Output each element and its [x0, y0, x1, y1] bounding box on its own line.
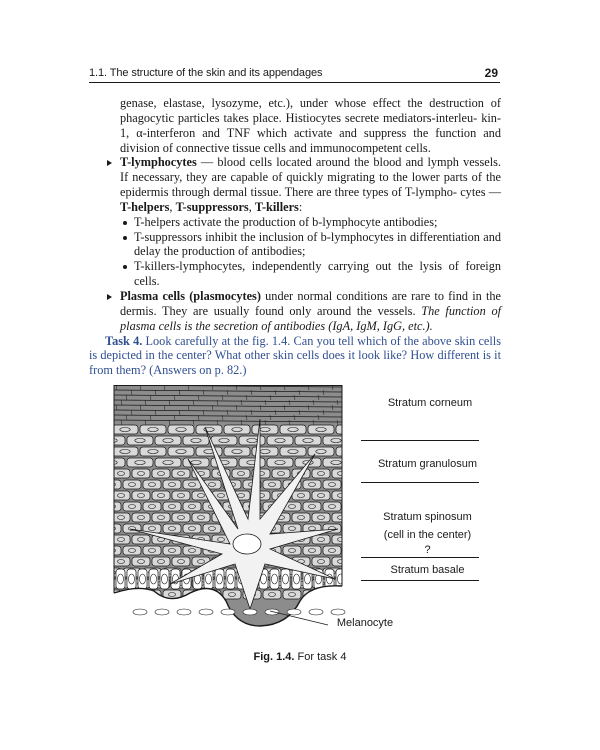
divider-line	[361, 440, 479, 441]
term: T-lymphocytes	[120, 155, 197, 170]
epidermal-cell	[123, 502, 141, 511]
epidermal-cell	[143, 546, 161, 555]
dermal-fibroblast	[265, 609, 279, 615]
epidermal-cell	[303, 480, 321, 489]
epidermal-cell	[132, 557, 150, 566]
text-line: — blood cells located around the blood and lymph vessels.	[196, 155, 501, 170]
text-line: under normal conditions are rare to find in the	[260, 288, 502, 303]
t-lymphocytes-item	[89, 155, 501, 214]
epidermal-cell	[303, 546, 321, 555]
epidermal-cell	[112, 513, 130, 522]
epidermal-cell	[143, 480, 161, 489]
epidermal-cell	[132, 513, 150, 522]
epidermal-cell	[127, 436, 153, 445]
label-stratum-basale: Stratum basale	[390, 564, 465, 576]
epidermal-cell	[312, 513, 330, 522]
epidermal-cell	[168, 447, 194, 456]
epidermal-cell	[272, 469, 290, 478]
epidermal-cell	[152, 513, 170, 522]
text-line: and division of connective tissue cells and immunocompetent cells.	[120, 125, 501, 155]
label-question-mark: ?	[424, 544, 431, 556]
epidermal-cell	[183, 480, 201, 489]
epidermal-cell	[211, 458, 237, 467]
tissue-top-edge	[114, 385, 342, 386]
epidermal-cell	[323, 502, 341, 511]
epidermal-cell	[163, 524, 181, 533]
epidermal-cell	[192, 513, 210, 522]
epidermal-cell	[267, 436, 293, 445]
term: Plasma cells (plasmocytes)	[120, 288, 261, 303]
epidermal-cell	[132, 535, 150, 544]
label-melanocyte: Melanocyte	[336, 617, 394, 629]
text-line: and delay the production of antibodies;	[134, 229, 502, 259]
epidermal-cell	[283, 590, 301, 599]
epidermal-cell	[211, 436, 237, 445]
task-label: Task 4.	[105, 333, 143, 348]
text-line: cells is depicted in the center? What other skin cells does it look like? How	[89, 333, 501, 363]
label-stratum-spinosum: Stratum spinosum	[383, 511, 472, 523]
dermal-fibroblast	[221, 609, 235, 615]
text-line: cells.	[134, 274, 160, 289]
epidermal-cell	[140, 425, 166, 434]
epidermal-cell	[123, 480, 141, 489]
epidermal-cell	[112, 491, 130, 500]
sub-list-item	[89, 259, 501, 289]
text-line: phagocytic particles takes place. Histiocytes secrete mediators-interleu-	[120, 110, 478, 125]
epidermal-cell	[292, 513, 310, 522]
epidermal-cell	[252, 425, 278, 434]
epidermal-cell	[163, 502, 181, 511]
epidermal-cell	[112, 469, 130, 478]
caption-label: Fig. 1.4.	[253, 651, 295, 663]
text-line: T-suppressors inhibit the inclusion of b-lymphocytes in differentiation	[134, 229, 480, 244]
epidermal-cell	[172, 513, 190, 522]
epidermal-cell	[183, 524, 201, 533]
caption-text: For task 4	[294, 651, 347, 663]
plasma-cells-item	[89, 289, 501, 334]
text-line: T-killers-lymphocytes, independently carrying out the lysis of foreign	[134, 259, 501, 274]
section-title: 1.1. The structure of the skin and its appendages	[89, 67, 323, 79]
epidermal-cell	[283, 546, 301, 555]
epidermal-cell	[127, 458, 153, 467]
epidermal-cell	[312, 469, 330, 478]
separator: ,	[248, 199, 255, 214]
epidermal-cell	[263, 590, 281, 599]
epidermal-cell	[308, 447, 334, 456]
epidermal-cell	[295, 436, 321, 445]
epidermal-cell	[163, 480, 181, 489]
dermal-fibroblast	[177, 609, 191, 615]
separator: :	[298, 199, 303, 214]
epidermal-cell	[308, 425, 334, 434]
epidermal-cell	[196, 425, 222, 434]
text-line: different is it from them? (Answers on p. 82.)	[89, 348, 501, 378]
label-cell-in-center: (cell in the center)	[383, 529, 472, 541]
epidermal-cell	[172, 491, 190, 500]
sub-list-item	[89, 215, 501, 230]
italic-text: The function of	[421, 303, 502, 318]
dermal-fibroblast	[331, 609, 345, 615]
divider-line	[361, 482, 479, 483]
epidermal-cell	[239, 436, 265, 445]
term: T-suppressors	[175, 199, 249, 214]
dermal-fibroblast	[199, 609, 213, 615]
text-line: If necessary, they are capable of quickly migrating to the lower parts of	[120, 170, 482, 185]
epidermal-cell	[172, 469, 190, 478]
label-stratum-corneum: Stratum corneum	[387, 397, 473, 409]
epidermal-cell	[163, 546, 181, 555]
label-stratum-granulosum: Stratum granulosum	[377, 458, 478, 470]
dermal-fibroblast	[155, 609, 169, 615]
epidermal-cell	[312, 557, 330, 566]
body-text	[89, 96, 501, 378]
text-line: cytes —	[460, 185, 501, 200]
epidermal-cell	[224, 447, 250, 456]
epidermal-cell	[224, 425, 250, 434]
figure-1-4	[110, 379, 520, 649]
epidermal-cell	[323, 480, 341, 489]
epidermal-cell	[123, 546, 141, 555]
term: T-helpers	[120, 199, 170, 214]
epidermal-cell	[203, 524, 221, 533]
epidermal-cell	[303, 502, 321, 511]
epidermal-cell	[132, 469, 150, 478]
epidermal-cell	[312, 491, 330, 500]
task-4-paragraph	[89, 334, 501, 379]
italic-text: plasma cells is the secretion of antibodies (IgA, IgM, IgG, etc.).	[120, 318, 433, 333]
epidermal-cell	[132, 491, 150, 500]
divider-line	[361, 557, 479, 558]
triangle-bullet-icon	[107, 294, 112, 300]
triangle-bullet-icon	[107, 160, 112, 166]
page-number: 29	[484, 66, 498, 80]
bullet-dot-icon	[123, 265, 127, 269]
epidermal-cell	[183, 458, 209, 467]
epidermal-cell	[239, 458, 265, 467]
epidermal-cell	[152, 557, 170, 566]
epidermal-cell	[292, 491, 310, 500]
epidermal-cell	[280, 447, 306, 456]
text-line: Look carefully at the fig. 1.4. Can you tell which of the above skin	[142, 333, 476, 348]
bullet-dot-icon	[123, 236, 127, 240]
epidermal-cell	[112, 535, 130, 544]
dendritic-cell-nucleus	[233, 534, 261, 554]
dermal-fibroblast	[133, 609, 147, 615]
epidermal-cell	[280, 425, 306, 434]
text-line: kin-1, α-interferon and TNF which activate and suppress the function	[120, 110, 501, 140]
epidermal-cell	[232, 469, 250, 478]
term: T-killers	[254, 199, 299, 214]
epidermal-cell	[267, 458, 293, 467]
figure-caption	[0, 651, 600, 663]
epidermal-cell	[152, 491, 170, 500]
epidermal-cell	[223, 590, 241, 599]
sub-list-item	[89, 230, 501, 260]
text-line: genase, elastase, lysozyme, etc.), under whose effect the destruction of	[120, 96, 501, 110]
dermal-fibroblast	[309, 609, 323, 615]
epidermal-cell	[312, 535, 330, 544]
epidermal-cell	[140, 447, 166, 456]
epidermal-cell	[143, 502, 161, 511]
text-line: the epidermis through dermal tissue. There are three types of T-lympho-	[120, 170, 501, 200]
dermal-fibroblast	[243, 609, 257, 615]
epidermal-cell	[323, 546, 341, 555]
epidermal-cell	[183, 436, 209, 445]
text-line: dermis. They are usually found only around the vessels.	[120, 303, 422, 318]
epidermal-cell	[172, 557, 190, 566]
divider-line	[361, 580, 479, 581]
text-line: T-helpers activate the production of b-lymphocyte antibodies;	[134, 214, 438, 229]
epidermal-cell	[263, 480, 281, 489]
epidermal-cell	[112, 557, 130, 566]
epidermal-cell	[155, 458, 181, 467]
running-header	[89, 66, 500, 83]
epidermal-cell	[112, 425, 138, 434]
epidermal-cell	[168, 425, 194, 434]
dermal-fibroblast	[287, 609, 301, 615]
continued-paragraph	[89, 96, 501, 155]
epidermal-cell	[155, 436, 181, 445]
epidermal-cell	[112, 447, 138, 456]
epidermal-cell	[183, 502, 201, 511]
epidermal-cell	[152, 469, 170, 478]
bullet-dot-icon	[123, 221, 127, 225]
separator: ,	[169, 199, 176, 214]
